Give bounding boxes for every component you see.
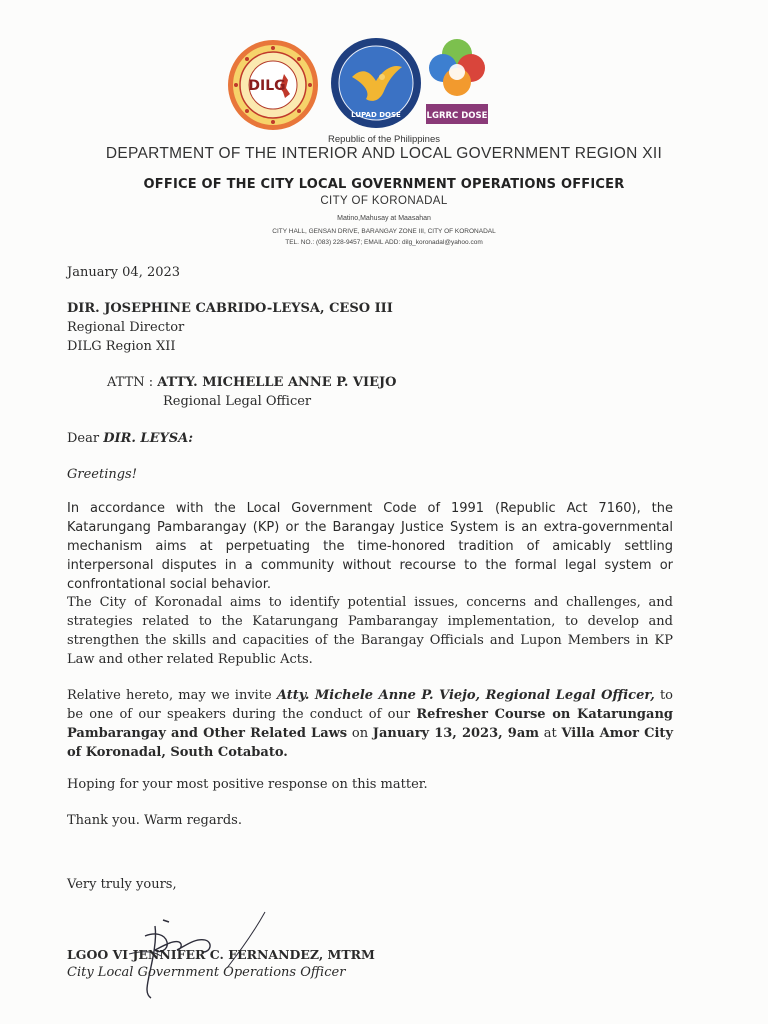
signatory-title: City Local Government Operations Officer [67, 965, 346, 980]
paragraph-2: The City of Koronadal aims to identify potential issues, concerns and challenges, and strategies related to the Katarungang Pambarangay implementation, to develop and strengthen the skills and capacities of the Barangay Officials and Lupon Members in KP Law and other related Republic Acts. [67, 595, 673, 667]
p3-text-3: on [347, 726, 373, 741]
p3-event: Refresher Course on Katarungang Pambarangay and Other Related Laws [67, 707, 673, 741]
city-name: CITY OF KORONADAL [320, 195, 448, 207]
signatory-name: LGOO VI JENNIFER C. FERNANDEZ, MTRM [67, 947, 375, 962]
letter-date: January 04, 2023 [67, 265, 181, 280]
office-title: OFFICE OF THE CITY LOCAL GOVERNMENT OPERATIONS OFFICER [143, 177, 625, 192]
p3-text-1: Relative hereto, may we invite [67, 688, 277, 703]
attention-name: ATTY. MICHELLE ANNE P. VIEJO [157, 375, 397, 390]
p3-date: January 13, 2023, 9am [372, 726, 540, 741]
dilg-logo-text: DILG [248, 78, 286, 94]
salutation-prefix: Dear [67, 431, 104, 446]
dilg-seal-logo [226, 38, 320, 132]
department-title: DEPARTMENT OF THE INTERIOR AND LOCAL GOVERNMENT REGION XII [105, 145, 663, 162]
republic-line: Republic of the Philippines [328, 134, 440, 145]
attention-title: Regional Legal Officer [163, 394, 312, 409]
valediction: Very truly yours, [67, 877, 177, 892]
closing-thanks: Thank you. Warm regards. [67, 813, 242, 828]
p3-text-2: to be one of our speakers during the conduct of our [67, 688, 673, 722]
paragraph-1: In accordance with the Local Government Code of 1991 (Republic Act 7160), the Katarungang Pambarangay (KP) or the Barangay Justice System is an extra-governmental mechanism aims at perpetuating the time-honored tradition of amicably settling interpersonal disputes in a community without recourse to the formal legal system or confrontational social behavior. [67, 501, 673, 592]
contact-line: TEL. NO.: (083) 228-9457; EMAIL ADD: dilg_koronadal@yahoo.com [285, 239, 483, 246]
lgrrc-logo-text: LGRRC DOSE [426, 111, 488, 121]
motto: Matino,Mahusay at Maasahan [337, 215, 431, 222]
salutation [67, 429, 193, 448]
paragraph-3 [67, 686, 673, 762]
salutation-name: DIR. LEYSA: [103, 431, 194, 446]
closing-hope: Hoping for your most positive response on this matter. [67, 777, 428, 792]
lupon-logo-text: LUPAD DOSE [351, 111, 401, 119]
p3-venue: Villa Amor City of Koronadal, South Cotabato. [67, 726, 673, 760]
greeting: Greetings! [67, 467, 137, 482]
attention-line [107, 373, 396, 392]
p3-text-4: at [539, 726, 562, 741]
attention-label: ATTN : [107, 375, 154, 390]
recipient-title: Regional Director [67, 320, 185, 335]
address-line: CITY HALL, GENSAN DRIVE, BARANGAY ZONE III, CITY OF KORONADAL [272, 228, 496, 235]
lgrrc-logo [424, 34, 490, 126]
recipient-office: DILG Region XII [67, 339, 176, 354]
recipient-name: DIR. JOSEPHINE CABRIDO-LEYSA, CESO III [67, 301, 393, 316]
lupon-seal-logo [330, 37, 422, 129]
p3-invitee: Atty. Michele Anne P. Viejo, Regional Legal Officer, [276, 688, 655, 703]
